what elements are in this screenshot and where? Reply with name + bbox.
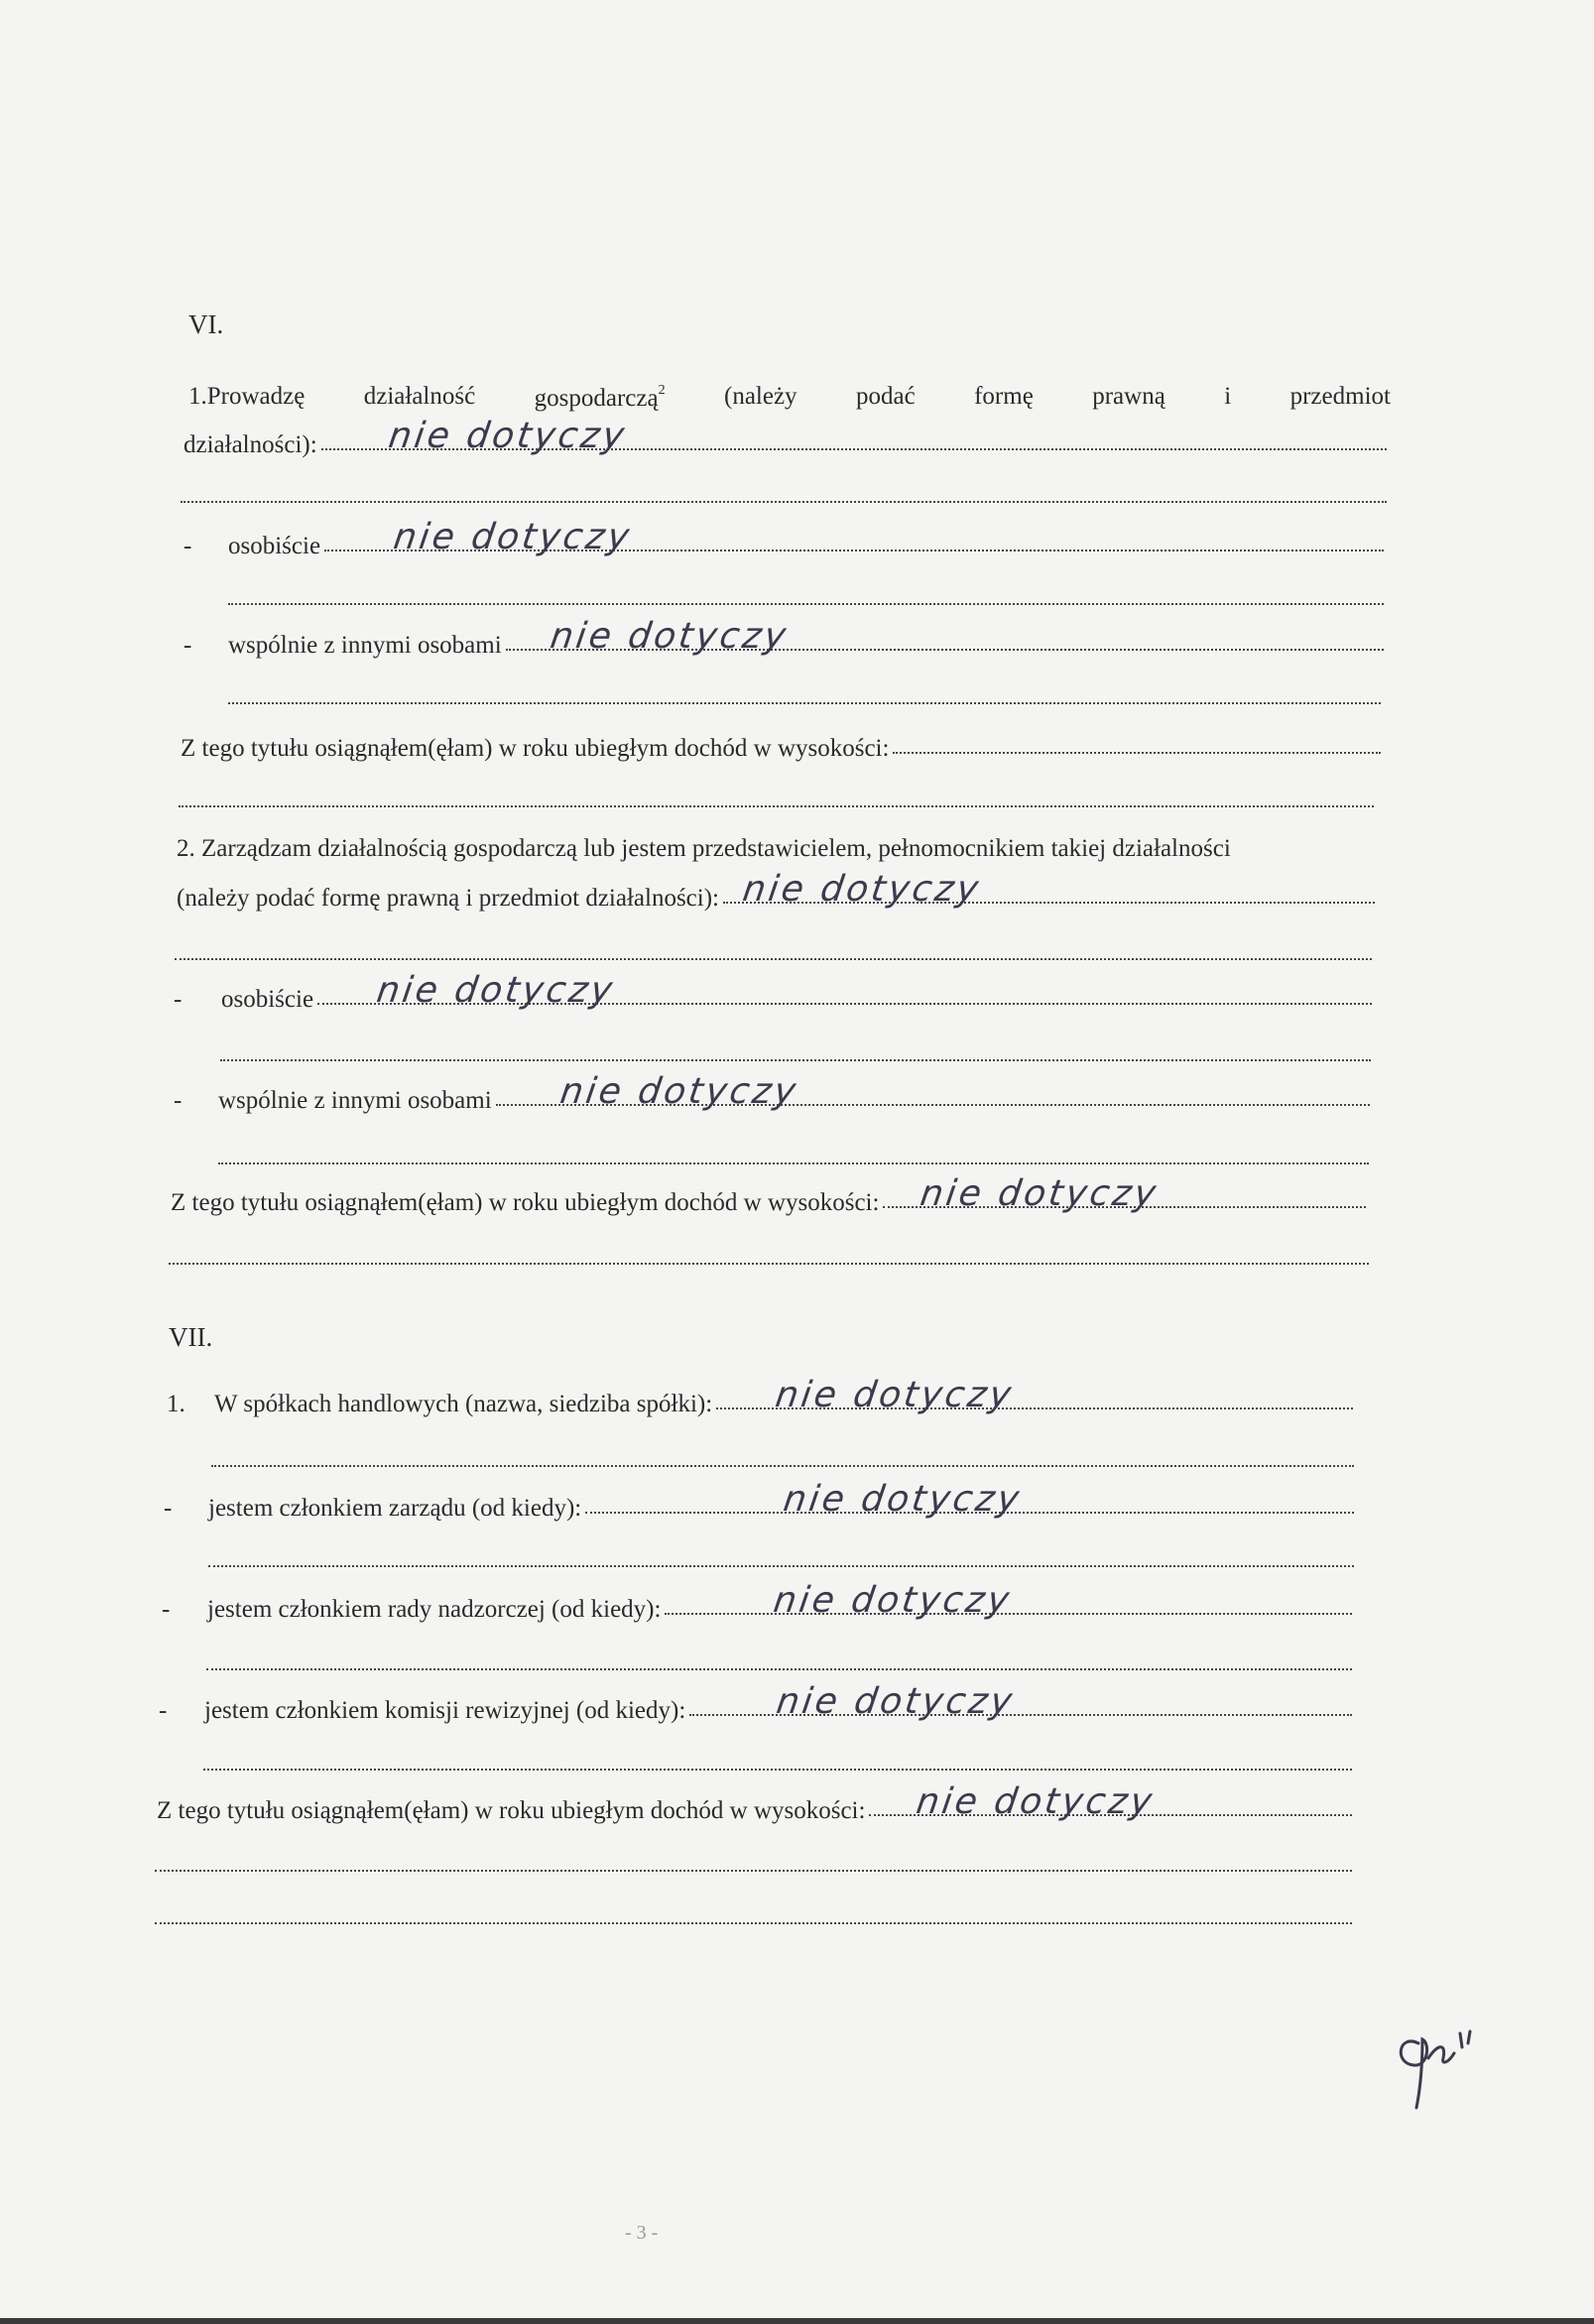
bullet: - xyxy=(164,1495,173,1522)
p2-field xyxy=(177,869,1375,912)
rada-field xyxy=(162,1580,1352,1623)
dochod7-handwritten-value: nie dotyczy xyxy=(914,1781,1159,1822)
p2-label: (należy podać formę prawną i przedmiot działalności): xyxy=(177,885,719,912)
dotted-line xyxy=(211,1465,1354,1467)
p1-word: gospodarczą$^2$ xyxy=(534,383,666,412)
osobiscie-field xyxy=(184,517,1384,559)
wspolnie-handwritten-value: nie dotyczy xyxy=(547,616,792,657)
dotted-line xyxy=(208,1565,1354,1567)
dotted-line xyxy=(220,1059,1371,1061)
wspolnie2-field xyxy=(174,1071,1370,1114)
komisja-dots xyxy=(689,1681,1352,1722)
osobiscie2-label: osobiście xyxy=(221,986,314,1013)
p1-dots xyxy=(321,416,1387,456)
rada-label: jestem członkiem rady nadzorczej (od kiedy): xyxy=(207,1596,662,1623)
bullet: - xyxy=(184,533,192,559)
wspolnie-field xyxy=(184,616,1384,659)
dochod2-label: Z tego tytułu osiągnąłem(ęłam) w roku ubiegłym dochód w wysokości: xyxy=(171,1189,880,1216)
p1-word: podać xyxy=(855,383,916,410)
spolki-dots xyxy=(716,1375,1353,1415)
dochod-dots xyxy=(893,752,1381,754)
komisja-label: jestem członkiem komisji rewizyjnej (od kiedy): xyxy=(204,1697,686,1724)
dotted-line xyxy=(175,958,1372,960)
p1-label: działalności): xyxy=(184,431,317,458)
p2-first-line: 2. Zarządzam działalnością gospodarczą lub jestem przedstawicielem, pełnomocnikiem takiej działalności xyxy=(177,835,1231,862)
osobiscie2-field xyxy=(174,970,1372,1013)
p1-word: przedmiot xyxy=(1289,383,1391,410)
signature-mark xyxy=(1389,2004,1498,2123)
wspolnie-dots xyxy=(506,616,1384,657)
spolki-handwritten-value: nie dotyczy xyxy=(773,1375,1017,1415)
p1-field xyxy=(184,416,1387,458)
p1-word: formę xyxy=(974,383,1034,410)
dotted-line xyxy=(228,702,1381,704)
dotted-line xyxy=(155,1870,1352,1872)
p2-dots xyxy=(723,869,1375,910)
footnote-ref: 2 xyxy=(658,383,666,398)
osobiscie2-handwritten-value: nie dotyczy xyxy=(374,970,618,1011)
spolki-label: W spółkach handlowych (nazwa, siedziba spółki): xyxy=(214,1391,713,1417)
scan-bottom-edge xyxy=(0,2318,1594,2324)
wspolnie-label: wspólnie z innymi osobami xyxy=(228,632,502,659)
item-number: 1. xyxy=(167,1391,185,1417)
dochod2-handwritten-value: nie dotyczy xyxy=(918,1173,1163,1214)
dotted-line xyxy=(203,1769,1352,1771)
spolki-field xyxy=(167,1375,1353,1417)
zarzad-label: jestem członkiem zarządu (od kiedy): xyxy=(208,1495,582,1522)
zarzad-dots xyxy=(585,1479,1354,1520)
osobiscie-handwritten-value: nie dotyczy xyxy=(391,517,635,557)
dotted-line xyxy=(169,1263,1369,1265)
osobiscie2-dots xyxy=(317,970,1372,1011)
dochod7-dots xyxy=(869,1781,1352,1822)
dochod7-label: Z tego tytułu osiągnąłem(ęłam) w roku ubiegłym dochód w wysokości: xyxy=(157,1797,866,1824)
p1-handwritten-value: nie dotyczy xyxy=(385,416,630,456)
komisja-field xyxy=(159,1681,1352,1724)
bullet: - xyxy=(159,1697,168,1724)
bullet: - xyxy=(162,1596,171,1623)
p1-word: (należy xyxy=(724,383,797,410)
p1-word: 1.Prowadzę xyxy=(188,383,306,410)
zarzad-field xyxy=(164,1479,1354,1522)
dotted-line xyxy=(206,1668,1352,1670)
section-heading-vii: VII. xyxy=(169,1322,213,1352)
osobiscie-dots xyxy=(324,517,1384,557)
dochod-label: Z tego tytułu osiągnąłem(ęłam) w roku ubiegłym dochód w wysokości: xyxy=(181,735,890,762)
p1-word: i xyxy=(1224,383,1232,410)
dochod2-field xyxy=(171,1173,1366,1216)
section-heading-vi: VI. xyxy=(188,309,224,339)
dotted-line xyxy=(179,805,1374,807)
dochod7-field xyxy=(157,1781,1352,1824)
dochod-field xyxy=(181,736,1381,761)
dotted-line xyxy=(181,501,1387,503)
bullet: - xyxy=(184,632,192,659)
dotted-line xyxy=(228,603,1384,605)
dotted-line xyxy=(155,1922,1352,1924)
p1-first-line xyxy=(188,383,1391,413)
dotted-line xyxy=(218,1162,1369,1164)
rada-dots xyxy=(665,1580,1352,1621)
bullet: - xyxy=(174,986,183,1013)
osobiscie-label: osobiście xyxy=(228,533,321,559)
page-number: - 3 - xyxy=(625,2222,659,2244)
bullet: - xyxy=(174,1087,183,1114)
p1-word: działalność xyxy=(363,383,476,410)
wspolnie2-handwritten-value: nie dotyczy xyxy=(556,1071,801,1112)
wspolnie2-label: wspólnie z innymi osobami xyxy=(218,1087,492,1114)
p2-handwritten-value: nie dotyczy xyxy=(740,869,984,910)
komisja-handwritten-value: nie dotyczy xyxy=(774,1681,1018,1722)
zarzad-handwritten-value: nie dotyczy xyxy=(781,1479,1025,1520)
p1-word: prawną xyxy=(1092,383,1165,410)
dochod2-dots xyxy=(883,1173,1366,1214)
wspolnie2-dots xyxy=(496,1071,1370,1112)
rada-handwritten-value: nie dotyczy xyxy=(771,1580,1016,1621)
